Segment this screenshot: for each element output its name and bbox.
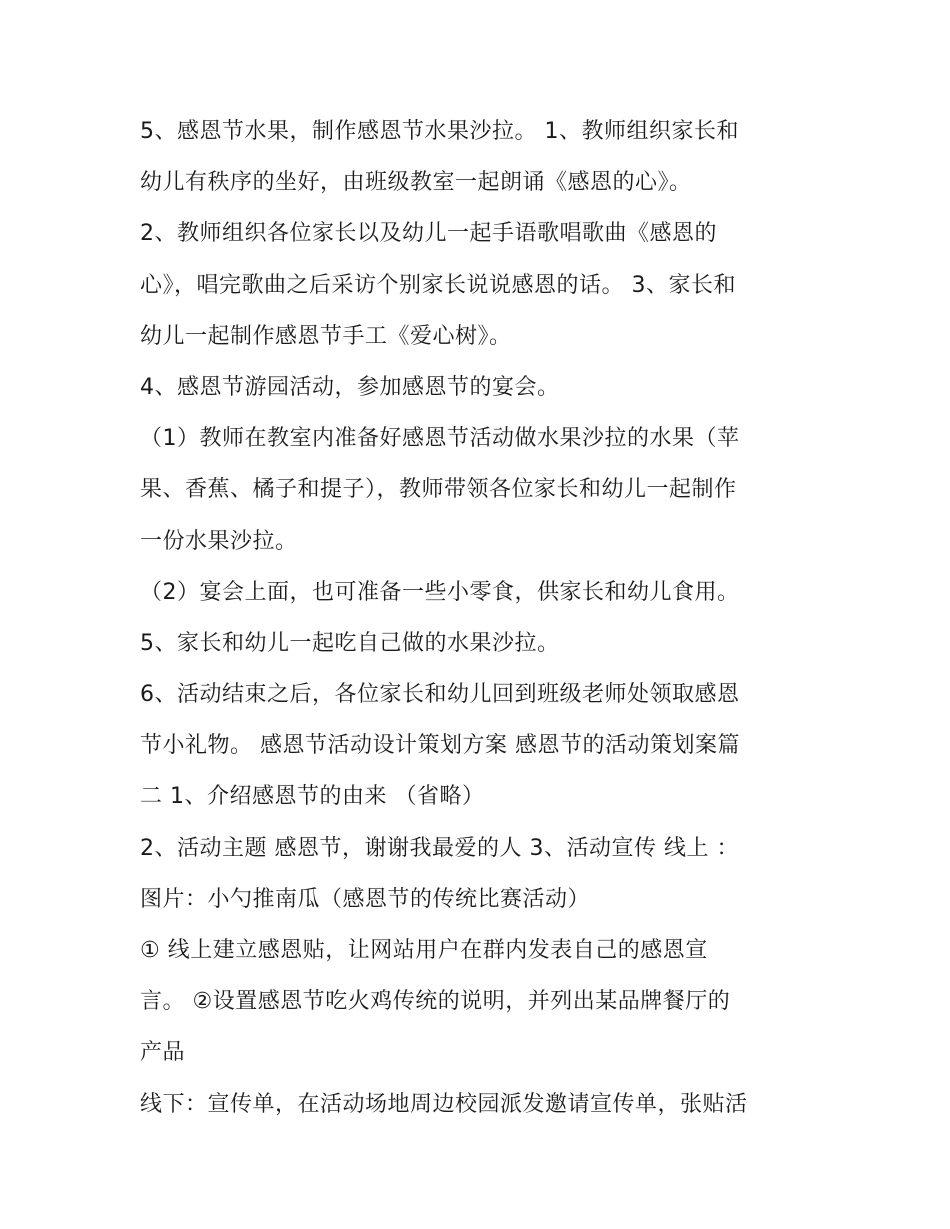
text-line: 2、教师组织各位家长以及幼儿一起手语歌唱歌曲《感恩的 [140,221,717,247]
text-line: 幼儿一起制作感恩节手工《爱心树》。 [140,323,512,349]
text-line: 心》，唱完歌曲之后采访个别家长说说感恩的话。 3、家长和 [140,272,736,298]
text-line: 4、感恩节游园活动，参加感恩节的宴会。 [140,374,560,400]
text-line: 5、感恩节水果，制作感恩节水果沙拉。 1、教师组织家长和 [140,119,739,144]
text-line: 产品 [140,1040,186,1066]
text-line: 言。 ②设置感恩节吃火鸡传统的说明，并列出某品牌餐厅的 [140,989,731,1015]
text-line: 二 1、介绍感恩节的由来 （省略） [140,784,485,810]
text-line: 一份水果沙拉。 [140,528,298,554]
text-line: 5、家长和幼儿一起吃自己做的水果沙拉。 [140,630,560,656]
text-line: ① 线上建立感恩贴，让网站用户在群内发表自己的感恩宣 [140,938,708,963]
text-line: 2、活动主题 感恩节，谢谢我最爱的人 3、活动宣传 线上 ： [140,835,739,861]
text-line: （1）教师在教室内准备好感恩节活动做水果沙拉的水果（苹 [140,426,740,452]
text-line: 线下：宣传单，在活动场地周边校园派发邀请宣传单，张贴活 [140,1091,748,1117]
text-line: 节小礼物。 感恩节活动设计策划方案 感恩节的活动策划案篇 [140,733,740,759]
text-line: 幼儿有秩序的坐好，由班级教室一起朗诵《感恩的心》。 [140,170,692,196]
text-line: 果、香蕉、橘子和提子），教师带领各位家长和幼儿一起制作 [140,477,737,503]
text-line: 6、活动结束之后，各位家长和幼儿回到班级老师处领取感恩 [140,682,740,708]
text-line: （2）宴会上面，也可准备一些小零食，供家长和幼儿食用。 [140,579,740,605]
document-body [140,106,830,1130]
text-line: 图片：小勺推南瓜（感恩节的传统比赛活动） [140,886,591,912]
